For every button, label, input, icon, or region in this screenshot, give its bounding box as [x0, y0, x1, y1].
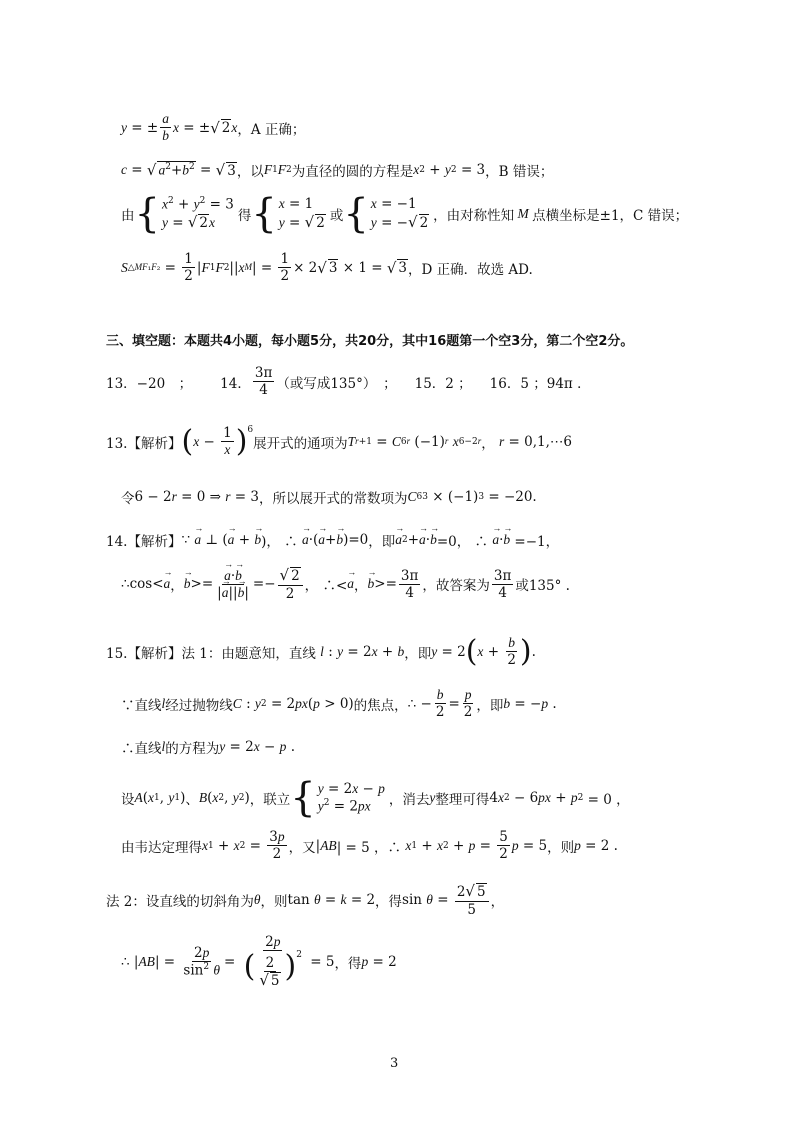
q15-method-1-b: ，即: [404, 645, 432, 662]
q14-line-1-text: ，即: [368, 534, 396, 550]
q15-last-line: ∴ | AB | = $\frac{2p}{\sin^2 \theta}$ = 2p ( $\frac{2}{√ 5}$ )$^2$ = 5 ，得 p = 2: [121, 934, 397, 990]
q14-line-2-text: ，故答案为: [422, 578, 490, 595]
q15-method-2: 法 2：设直线的切斜角为 θ ，则 tan θ = k = 2 ，得 sin θ = $\frac{2√ 5}{5}$ ，: [106, 882, 505, 918]
prev-line-2-text-a: ，以: [236, 164, 264, 180]
q15-line-4-d: ，消去: [388, 792, 430, 808]
q15-line-4-b: 、: [185, 792, 199, 808]
q13-line-2-a: 令: [121, 491, 135, 507]
q13-text-2: ，: [481, 435, 495, 452]
prev-line-1: y = ± $\frac{a}{b}$ x = ± √ 2 x ，A 正确；: [121, 111, 306, 144]
q15-line-4-c: ，联立: [249, 792, 291, 808]
q15-line-5-a: 由韦达定理得: [121, 839, 202, 856]
q15-method-2-b: ，则: [260, 894, 288, 911]
q13-line-2-c: = −20.: [488, 489, 537, 505]
prev-line-4: S △MF₁F₂ = $\frac{1}{2}$ | F 1 F 2 || x M | = $\frac{1}{2}$ × 2 √ 3 × 1 = √ 3 ，D 正确．故选 AD.: [121, 251, 533, 285]
q15-label: 15.【解析】: [106, 645, 182, 662]
q15-line-2-b: 经过抛物线: [165, 697, 233, 714]
q15-line-5: 由韦达定理得 x 1 + x 2 = $\frac{3p}{2}$ ，又 | AB | = 5 ，∴ x 1 + x 2 + p = $\frac{5}{2}$ p = 5 ，则 p = 2 .: [121, 829, 618, 863]
prev-line-2-text-b: 为直径的圆的方程是: [291, 164, 414, 180]
q14-line-2-end: 或135° .: [515, 578, 570, 595]
q15-line-5-c: ，则: [547, 839, 575, 856]
prev-line-3-de: 得: [237, 208, 252, 224]
q13-line-1: 13.【解析】 ( x − $\frac{1}{x}$ ) $^6$ 展开式的通项为 T r+1 = C 6 r (−1) r x 6−2r ， r = 0,1,⋯6: [106, 423, 573, 459]
prev-line-4-text: ，D 正确．故选 AD.: [407, 261, 533, 278]
q15-line-2: ∵直线 l 经过抛物线 C : y 2 = 2 px ( p > 0) 的焦点， ∴ − $\frac{b}{2}$ = $\frac{p}{2}$ ，即 b = − p .: [121, 687, 557, 721]
q15-line-4-a: 设: [121, 792, 135, 808]
page-number: 3: [390, 1056, 399, 1071]
q15-line-3-a: ∴直线: [121, 741, 162, 757]
answers-line: 13．−20 ； 14． $\frac{3\pi}{4}$ （或写成135°） ； 15．2 ； 16．5 ；94π ．: [106, 365, 591, 399]
q15-line-2-a: ∵直线: [121, 697, 162, 714]
q14-line-1: 14.【解析】 ∵ → a ⊥ ( → a + → b )， ∴ → a ·( → a + → b )=0 ，即 → a 2 + → a · → b =0， ∴ → a · → b =−1，: [106, 530, 559, 550]
prev-line-3-you: 由: [121, 208, 135, 224]
prev-line-3-huo: 或: [329, 208, 344, 224]
section-heading: 三、填空题：本题共4小题，每小题5分，共20分，其中16题第一个空3分，第二个空2分。: [106, 334, 634, 349]
q14-label: 14.【解析】: [106, 534, 182, 550]
prev-line-1-text: ，A 正确；: [237, 121, 306, 138]
q13-line-2-b: ，所以展开式的常数项为: [258, 491, 408, 507]
prev-line-3-text2: 点横坐标是±1，C 错误；: [532, 208, 689, 224]
answer-13: 13．−20 ；: [106, 375, 193, 392]
q15-line-3-b: 的方程为: [165, 741, 220, 757]
q15-method-2-a: 法 2：设直线的切斜角为: [106, 894, 254, 911]
q15-method-2-c: ，得: [375, 894, 403, 911]
q15-line-2-c: 的焦点，: [353, 697, 408, 714]
answer-14-label: 14．: [220, 375, 251, 392]
q15-line-2-d: ，即: [476, 697, 504, 714]
q14-line-2: ∴cos< → a ， → b >= → $\frac{a\cdot\to b}{|\to a||\to b|}$ =− $\frac{√ 2}{2}$ ， ∴< → a ， → b >= $\frac{3\pi}{4}$ ，故答案为 $\frac{3\pi}{4}$ 或135° .: [121, 568, 570, 601]
q13-text-1: 展开式的通项为: [253, 435, 348, 452]
prev-line-3-text: ，由对称性知: [433, 208, 515, 224]
q15-line-5-b: ，又: [288, 839, 316, 856]
answer-16: 16．5 ；94π ．: [489, 375, 591, 392]
q13-label: 13.【解析】: [106, 435, 182, 452]
answer-15: 15．2 ；: [414, 375, 472, 392]
prev-line-3: 由 { $x^2 + y^2 = 3$ y = √ 2x 得 { x = 1 y = √ 2 或 { x = −1 y = −√ 2 ，由对称性知 M 点横坐标是±1，C 错误；: [121, 191, 689, 237]
q15-method-1: 法 1：由题意知，直线: [181, 645, 316, 662]
q15-line-3: ∴直线 l 的方程为 y = 2 x − p .: [121, 739, 295, 757]
prev-line-2: c = √ $a^2+b^2$ = √ 3 ，以 F 1 F 2 为直径的圆的方程是 x 2 + y 2 = 3 ，B 错误；: [121, 161, 554, 180]
q15-line-4: 设 A ( x 1 , y 1 ) 、 B ( x 2 , y 2 ) ，联立 { y = 2x − p $y^2 = 2px$ ，消去 y 整理可得 4 x 2 − 6 px + p 2 = 0 ，: [121, 775, 630, 821]
q15-last-a: ，得: [334, 956, 362, 973]
prev-line-2-text-c: ，B 错误；: [485, 164, 554, 180]
q13-line-2: 令 6 − 2 r = 0 ⇒ r = 3 ，所以展开式的常数项为 C 6 3 × (−1) 3 = −20.: [121, 489, 537, 507]
answer-14-alt: （或写成135°） ；: [276, 375, 397, 392]
q15-line-4-e: 整理可得: [435, 792, 490, 808]
q15-line-1: 15.【解析】 法 1：由题意知，直线 l : y = 2 x + b ，即 y = 2 ( x + $\frac{b}{2}$ ) .: [106, 633, 536, 669]
